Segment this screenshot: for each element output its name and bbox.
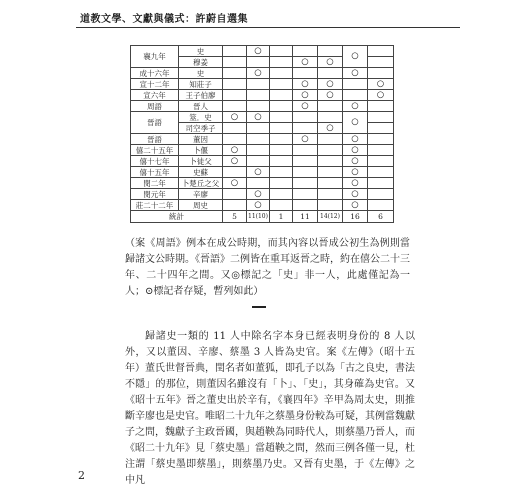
mark-cell: [270, 145, 293, 156]
mark-cell: ○: [343, 189, 368, 200]
table-row: [131, 68, 394, 79]
mark-cell: [293, 123, 318, 134]
table-row: [131, 90, 394, 101]
name-cell: 王子伯廖: [179, 90, 223, 101]
era-cell: 閔二年: [131, 178, 179, 189]
mark-cell: ○: [247, 167, 270, 178]
mark-cell: [368, 68, 394, 79]
totals-row: [131, 211, 394, 223]
divination-table: [130, 45, 394, 223]
mark-cell: [368, 57, 394, 68]
era-cell: 閔元年: [131, 189, 179, 200]
mark-cell: [247, 79, 270, 90]
totals-label: 統計: [131, 211, 223, 223]
mark-cell: [247, 57, 270, 68]
mark-cell: ○: [343, 46, 368, 68]
mark-cell: [247, 123, 270, 134]
total-cell: 14(12): [318, 211, 343, 223]
mark-cell: ○: [368, 90, 394, 101]
mark-cell: [270, 68, 293, 79]
mark-cell: [293, 68, 318, 79]
mark-cell: [223, 134, 247, 145]
mark-cell: [270, 189, 293, 200]
mark-cell: [318, 145, 343, 156]
name-cell: 卜楚丘之父: [179, 178, 223, 189]
mark-cell: ○: [343, 68, 368, 79]
mark-cell: [368, 134, 394, 145]
name-cell: 晉人: [179, 101, 223, 112]
mark-cell: [270, 200, 293, 211]
mark-cell: [318, 200, 343, 211]
total-cell: 11: [293, 211, 318, 223]
mark-cell: [223, 57, 247, 68]
mark-cell: [368, 112, 394, 123]
name-cell: 穆姜: [179, 57, 223, 68]
name-cell: 知莊子: [179, 79, 223, 90]
mark-cell: [223, 189, 247, 200]
mark-cell: [270, 101, 293, 112]
era-cell: 周語: [131, 101, 179, 112]
era-cell: 僖二十五年: [131, 145, 179, 156]
mark-cell: [318, 68, 343, 79]
era-cell: 晉語: [131, 112, 179, 134]
mark-cell: ○: [223, 156, 247, 167]
table-row: [131, 134, 394, 145]
mark-cell: [368, 123, 394, 134]
era-cell: 晉語: [131, 134, 179, 145]
mark-cell: [270, 112, 293, 123]
mark-cell: [223, 200, 247, 211]
table-row: [131, 156, 394, 167]
mark-cell: [318, 46, 343, 57]
mark-cell: [293, 156, 318, 167]
total-cell: 5: [223, 211, 247, 223]
mark-cell: [293, 145, 318, 156]
mark-cell: [318, 101, 343, 112]
mark-cell: ○: [247, 46, 270, 57]
mark-cell: ○: [343, 134, 368, 145]
mark-cell: ○: [343, 167, 368, 178]
mark-cell: ○: [247, 200, 270, 211]
mark-cell: [223, 123, 247, 134]
running-head: 道教文學、文獻與儀式：許蔚自選集: [80, 14, 248, 25]
mark-cell: ○: [247, 68, 270, 79]
mark-cell: [318, 156, 343, 167]
mark-cell: [247, 90, 270, 101]
mark-cell: [270, 46, 293, 57]
name-cell: 史: [179, 46, 223, 57]
name-cell: 董因: [179, 134, 223, 145]
mark-cell: [270, 178, 293, 189]
era-cell: 宣十二年: [131, 79, 179, 90]
mark-cell: ○: [293, 90, 318, 101]
section-dash: [252, 306, 266, 308]
mark-cell: [270, 134, 293, 145]
mark-cell: ○: [293, 57, 318, 68]
mark-cell: ○: [223, 178, 247, 189]
table-row: [131, 200, 394, 211]
mark-cell: [247, 101, 270, 112]
mark-cell: [318, 134, 343, 145]
mark-cell: ○: [318, 123, 343, 134]
mark-cell: [368, 46, 394, 57]
name-cell: 卜偃: [179, 145, 223, 156]
table-row: [131, 167, 394, 178]
table-note: （案《周語》例本在成公時期，而其內容以晉成公初生為例則當歸諸文公時期。《晉語》二例皆在重耳返晉之時，約在僖公二十三年、二十四年之間。又◎標記之「史」非一人，此處僅記為一人；⊙標記者存疑，暫列如此）: [125, 238, 410, 297]
mark-cell: ○: [223, 145, 247, 156]
mark-cell: [223, 68, 247, 79]
mark-cell: [270, 79, 293, 90]
mark-cell: [293, 112, 318, 123]
header-rule: [76, 27, 460, 28]
mark-cell: [270, 123, 293, 134]
mark-cell: [247, 178, 270, 189]
mark-cell: ○: [293, 79, 318, 90]
mark-cell: ○: [343, 156, 368, 167]
mark-cell: [293, 178, 318, 189]
name-cell: 周史: [179, 200, 223, 211]
table-row: [131, 46, 394, 57]
name-cell: 司空季子: [179, 123, 223, 134]
mark-cell: ○: [318, 90, 343, 101]
total-cell: 6: [368, 211, 394, 223]
name-cell: 卜徒父: [179, 156, 223, 167]
mark-cell: [223, 101, 247, 112]
total-cell: 1: [270, 211, 293, 223]
mark-cell: [318, 178, 343, 189]
mark-cell: [318, 112, 343, 123]
mark-cell: [368, 189, 394, 200]
mark-cell: ○: [343, 178, 368, 189]
mark-cell: [343, 79, 368, 90]
table-row: [131, 79, 394, 90]
mark-cell: ○: [368, 79, 394, 90]
total-cell: 11(10): [247, 211, 270, 223]
era-cell: 僖十七年: [131, 156, 179, 167]
mark-cell: ○: [343, 112, 368, 134]
mark-cell: ○: [343, 101, 368, 112]
mark-cell: [223, 79, 247, 90]
era-cell: 莊二十二年: [131, 200, 179, 211]
era-cell: 成十六年: [131, 68, 179, 79]
mark-cell: ○: [293, 101, 318, 112]
mark-cell: ○: [247, 189, 270, 200]
era-cell: 宣六年: [131, 90, 179, 101]
mark-cell: [318, 189, 343, 200]
mark-cell: [270, 167, 293, 178]
table-row: [131, 178, 394, 189]
mark-cell: [270, 156, 293, 167]
mark-cell: [368, 101, 394, 112]
mark-cell: [368, 200, 394, 211]
mark-cell: ○: [343, 200, 368, 211]
mark-cell: ○: [293, 134, 318, 145]
era-cell: 襄九年: [131, 46, 179, 68]
mark-cell: [223, 46, 247, 57]
table-row: [131, 112, 394, 123]
name-cell: 筮．史: [179, 112, 223, 123]
body-paragraph: 歸諸史一類的 11 人中除名字本身已經表明身份的 8 人以外，又以董因、辛廖、蔡墨 3 人皆為史官。案《左傳》（昭十五年）董氏世督晉典，閏名者如董狐，即孔子以為「古之良史，書法不隱」的那位，則董因名雖沒有「卜」、「史」，其身確為史官。又《昭十五年》晉之董史出於辛有，《襄四年》辛甲為周太史，則推斷辛廖也是史官。唯昭二十九年之蔡墨身份較為可疑，其例當魏獻子之問，魏獻子主政晉國，與趙鞅為同時代人，則蔡墨乃晉人，而《昭二十九年》見「蔡史墨」當趙鞅之問，然而三例各僅一見，杜注謂「蔡史墨即蔡墨」，則蔡墨乃史。又晉有史墨，于《左傳》之中凡: [125, 331, 415, 486]
mark-cell: [318, 167, 343, 178]
name-cell: 辛廖: [179, 189, 223, 200]
mark-cell: [343, 90, 368, 101]
era-cell: 僖十五年: [131, 167, 179, 178]
mark-cell: [270, 57, 293, 68]
mark-cell: [293, 200, 318, 211]
name-cell: 史: [179, 68, 223, 79]
mark-cell: [368, 167, 394, 178]
mark-cell: [223, 167, 247, 178]
mark-cell: [270, 90, 293, 101]
mark-cell: [368, 145, 394, 156]
mark-cell: ○: [223, 112, 247, 123]
mark-cell: ○: [318, 79, 343, 90]
mark-cell: [293, 167, 318, 178]
total-cell: 16: [343, 211, 368, 223]
mark-cell: ○: [318, 57, 343, 68]
mark-cell: [293, 46, 318, 57]
page-number: 2: [78, 469, 85, 482]
name-cell: 史蘇: [179, 167, 223, 178]
mark-cell: ○: [343, 145, 368, 156]
mark-cell: [247, 145, 270, 156]
mark-cell: [368, 178, 394, 189]
mark-cell: [293, 189, 318, 200]
table-row: [131, 145, 394, 156]
mark-cell: [368, 156, 394, 167]
mark-cell: ○: [247, 112, 270, 123]
mark-cell: [247, 156, 270, 167]
mark-cell: [223, 90, 247, 101]
table-row: [131, 101, 394, 112]
table-row: [131, 189, 394, 200]
mark-cell: [247, 134, 270, 145]
